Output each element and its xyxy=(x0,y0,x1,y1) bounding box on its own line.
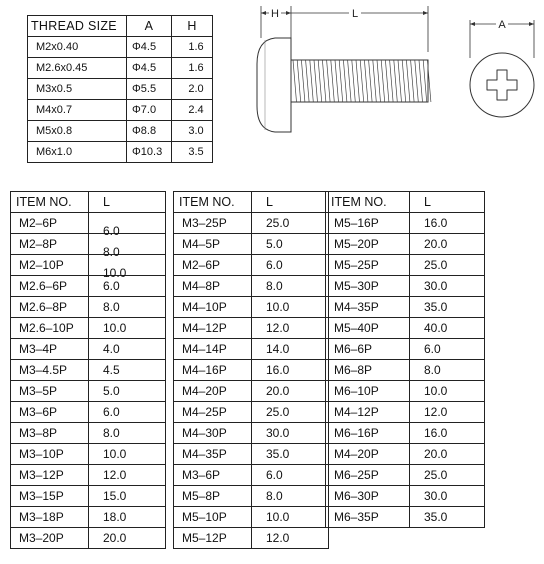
table-cell xyxy=(89,255,166,280)
table-cell: M6–35P xyxy=(326,507,410,528)
table-cell: 10.0 xyxy=(89,318,166,339)
table-cell: M4–35P xyxy=(326,297,410,318)
item-table-header-cell: L xyxy=(252,192,329,213)
item-table-header-cell: L xyxy=(410,192,485,213)
table-row xyxy=(11,318,166,339)
table-cell-value: 8.0 xyxy=(103,245,120,259)
thread-table-header-cell: THREAD SIZE xyxy=(28,16,127,37)
table-row xyxy=(174,486,329,507)
table-cell: M4–30P xyxy=(174,423,252,444)
table-cell: 10.0 xyxy=(410,381,485,402)
table-cell: M4–14P xyxy=(174,339,252,360)
dimension-l-label: L xyxy=(351,8,359,20)
table-row xyxy=(174,339,329,360)
table-row xyxy=(174,297,329,318)
table-cell: 2.4 xyxy=(172,100,213,121)
table-cell: Φ4.5 xyxy=(127,37,172,58)
table-cell: Φ4.5 xyxy=(127,58,172,79)
table-cell: M6–30P xyxy=(326,486,410,507)
table-cell: 14.0 xyxy=(252,339,329,360)
item-table-header-row xyxy=(11,192,166,213)
item-table-header-cell: L xyxy=(89,192,166,213)
table-cell: M3–10P xyxy=(11,444,89,465)
table-cell: M6–25P xyxy=(326,465,410,486)
table-cell: M6x1.0 xyxy=(28,142,127,163)
table-row xyxy=(28,37,213,58)
table-row xyxy=(326,255,485,276)
table-row xyxy=(174,255,329,276)
table-cell: 25.0 xyxy=(252,402,329,423)
screw-head-top-view-diagram xyxy=(460,10,544,130)
screw-side-view-diagram xyxy=(245,2,445,142)
table-row xyxy=(326,339,485,360)
table-cell: 5.0 xyxy=(252,234,329,255)
table-cell: M5–25P xyxy=(326,255,410,276)
item-table-2 xyxy=(173,191,329,549)
table-row xyxy=(11,528,166,549)
item-table-header-cell: ITEM NO. xyxy=(11,192,89,213)
table-cell: 12.0 xyxy=(89,465,166,486)
table-row xyxy=(326,444,485,465)
table-cell: 35.0 xyxy=(252,444,329,465)
table-cell-value: 6.0 xyxy=(103,224,120,238)
table-cell: 30.0 xyxy=(410,486,485,507)
table-cell: 1.6 xyxy=(172,37,213,58)
table-cell: 18.0 xyxy=(89,507,166,528)
table-cell: M3–8P xyxy=(11,423,89,444)
dimension-a-label: A xyxy=(498,19,506,31)
table-row xyxy=(11,402,166,423)
table-cell: 25.0 xyxy=(410,465,485,486)
table-cell: M4–20P xyxy=(174,381,252,402)
table-cell: 6.0 xyxy=(252,255,329,276)
table-cell: M3–6P xyxy=(11,402,89,423)
table-row xyxy=(174,528,329,549)
table-cell: M2.6x0.45 xyxy=(28,58,127,79)
table-cell: 12.0 xyxy=(252,528,329,549)
table-cell: 25.0 xyxy=(410,255,485,276)
table-cell: 16.0 xyxy=(410,423,485,444)
table-cell: M4–25P xyxy=(174,402,252,423)
table-cell: 10.0 xyxy=(252,507,329,528)
table-cell: M2.6–6P xyxy=(11,276,89,297)
table-cell: M4–8P xyxy=(174,276,252,297)
table-row xyxy=(174,507,329,528)
table-cell: 40.0 xyxy=(410,318,485,339)
table-cell: 6.0 xyxy=(89,276,166,297)
table-row xyxy=(174,360,329,381)
table-cell: 1.6 xyxy=(172,58,213,79)
table-cell: Φ7.0 xyxy=(127,100,172,121)
item-table-header-row xyxy=(326,192,485,213)
table-cell: M2.6–10P xyxy=(11,318,89,339)
table-cell: 3.0 xyxy=(172,121,213,142)
table-row xyxy=(28,58,213,79)
table-row xyxy=(11,465,166,486)
table-cell: 15.0 xyxy=(89,486,166,507)
table-cell: M2–6P xyxy=(174,255,252,276)
table-row xyxy=(326,507,485,528)
table-row xyxy=(326,234,485,255)
table-cell: 20.0 xyxy=(410,234,485,255)
table-cell: M5–30P xyxy=(326,276,410,297)
table-cell: 12.0 xyxy=(252,318,329,339)
table-row xyxy=(11,234,166,255)
thread-table-header-cell: H xyxy=(172,16,213,37)
item-table-3 xyxy=(325,191,485,528)
table-cell: 12.0 xyxy=(410,402,485,423)
table-row xyxy=(11,423,166,444)
table-row xyxy=(11,381,166,402)
table-cell-value: 10.0 xyxy=(103,266,127,280)
table-cell: 8.0 xyxy=(252,276,329,297)
table-row xyxy=(28,79,213,100)
table-cell: 6.0 xyxy=(252,465,329,486)
table-cell: 35.0 xyxy=(410,297,485,318)
table-cell: 10.0 xyxy=(89,444,166,465)
table-row xyxy=(11,339,166,360)
table-row xyxy=(326,360,485,381)
table-row xyxy=(326,381,485,402)
table-cell: M3–18P xyxy=(11,507,89,528)
table-cell: M6–8P xyxy=(326,360,410,381)
table-row xyxy=(326,318,485,339)
table-cell: M5–20P xyxy=(326,234,410,255)
table-row xyxy=(174,276,329,297)
table-row xyxy=(326,297,485,318)
dimension-h-label: H xyxy=(271,8,279,20)
table-cell: M2–6P xyxy=(11,213,89,234)
item-table-header-row xyxy=(174,192,329,213)
table-cell: M3–12P xyxy=(11,465,89,486)
table-row xyxy=(326,486,485,507)
table-cell: 8.0 xyxy=(89,297,166,318)
table-cell: Φ8.8 xyxy=(127,121,172,142)
thread-size-table xyxy=(27,15,213,163)
table-cell: M5–10P xyxy=(174,507,252,528)
table-cell: Φ10.3 xyxy=(127,142,172,163)
table-row xyxy=(326,213,485,234)
table-cell: M3–5P xyxy=(11,381,89,402)
thread-table-header-cell: A xyxy=(127,16,172,37)
table-cell: M3–20P xyxy=(11,528,89,549)
table-cell: M5–40P xyxy=(326,318,410,339)
table-cell: 8.0 xyxy=(252,486,329,507)
table-cell: M5–8P xyxy=(174,486,252,507)
table-cell: M4–12P xyxy=(326,402,410,423)
table-cell xyxy=(89,213,166,238)
table-cell: 30.0 xyxy=(410,276,485,297)
table-row xyxy=(28,121,213,142)
table-row xyxy=(11,444,166,465)
table-row xyxy=(174,423,329,444)
table-cell: M6–6P xyxy=(326,339,410,360)
table-row xyxy=(174,444,329,465)
table-row xyxy=(326,465,485,486)
table-cell: M4–12P xyxy=(174,318,252,339)
table-cell: 8.0 xyxy=(410,360,485,381)
table-cell: M4–5P xyxy=(174,234,252,255)
table-cell: 30.0 xyxy=(252,423,329,444)
table-row xyxy=(326,423,485,444)
table-cell: M4–35P xyxy=(174,444,252,465)
table-cell: M2–8P xyxy=(11,234,89,255)
table-cell: 6.0 xyxy=(410,339,485,360)
table-cell: M4–16P xyxy=(174,360,252,381)
table-row xyxy=(174,402,329,423)
table-cell: 25.0 xyxy=(252,213,329,234)
table-cell: M4–20P xyxy=(326,444,410,465)
table-row xyxy=(11,360,166,381)
table-cell: M5–12P xyxy=(174,528,252,549)
table-cell: 20.0 xyxy=(89,528,166,549)
table-cell: 16.0 xyxy=(252,360,329,381)
table-row xyxy=(11,276,166,297)
table-cell: 16.0 xyxy=(410,213,485,234)
table-row xyxy=(28,142,213,163)
table-row xyxy=(11,297,166,318)
table-row xyxy=(326,402,485,423)
table-cell: M2–10P xyxy=(11,255,89,276)
item-table-header-cell: ITEM NO. xyxy=(326,192,410,213)
table-row xyxy=(28,100,213,121)
table-cell: 4.0 xyxy=(89,339,166,360)
table-cell: M4x0.7 xyxy=(28,100,127,121)
table-row xyxy=(174,213,329,234)
table-cell: M3–15P xyxy=(11,486,89,507)
table-row xyxy=(326,276,485,297)
table-cell: M2.6–8P xyxy=(11,297,89,318)
table-row xyxy=(174,318,329,339)
table-cell: M3–6P xyxy=(174,465,252,486)
table-cell: 10.0 xyxy=(252,297,329,318)
table-cell: 20.0 xyxy=(252,381,329,402)
table-cell: 3.5 xyxy=(172,142,213,163)
table-cell: M4–10P xyxy=(174,297,252,318)
table-cell: 35.0 xyxy=(410,507,485,528)
table-row xyxy=(11,507,166,528)
table-cell: M3x0.5 xyxy=(28,79,127,100)
table-row xyxy=(174,465,329,486)
table-cell: M3–4P xyxy=(11,339,89,360)
item-table-header-cell: ITEM NO. xyxy=(174,192,252,213)
table-row xyxy=(11,213,166,234)
table-cell: M5–16P xyxy=(326,213,410,234)
table-cell: M2x0.40 xyxy=(28,37,127,58)
table-row xyxy=(11,255,166,276)
table-cell: 4.5 xyxy=(89,360,166,381)
table-cell: M3–4.5P xyxy=(11,360,89,381)
table-cell: 20.0 xyxy=(410,444,485,465)
table-cell: 5.0 xyxy=(89,381,166,402)
table-cell: M6–10P xyxy=(326,381,410,402)
table-row xyxy=(11,486,166,507)
table-cell: 6.0 xyxy=(89,402,166,423)
table-row xyxy=(174,381,329,402)
table-cell xyxy=(89,234,166,259)
table-cell: Φ5.5 xyxy=(127,79,172,100)
table-cell: 8.0 xyxy=(89,423,166,444)
table-cell: M3–25P xyxy=(174,213,252,234)
table-cell: M6–16P xyxy=(326,423,410,444)
table-row xyxy=(174,234,329,255)
table-cell: 2.0 xyxy=(172,79,213,100)
table-cell: M5x0.8 xyxy=(28,121,127,142)
item-table-1 xyxy=(10,191,166,549)
thread-table-header-row xyxy=(28,16,213,37)
